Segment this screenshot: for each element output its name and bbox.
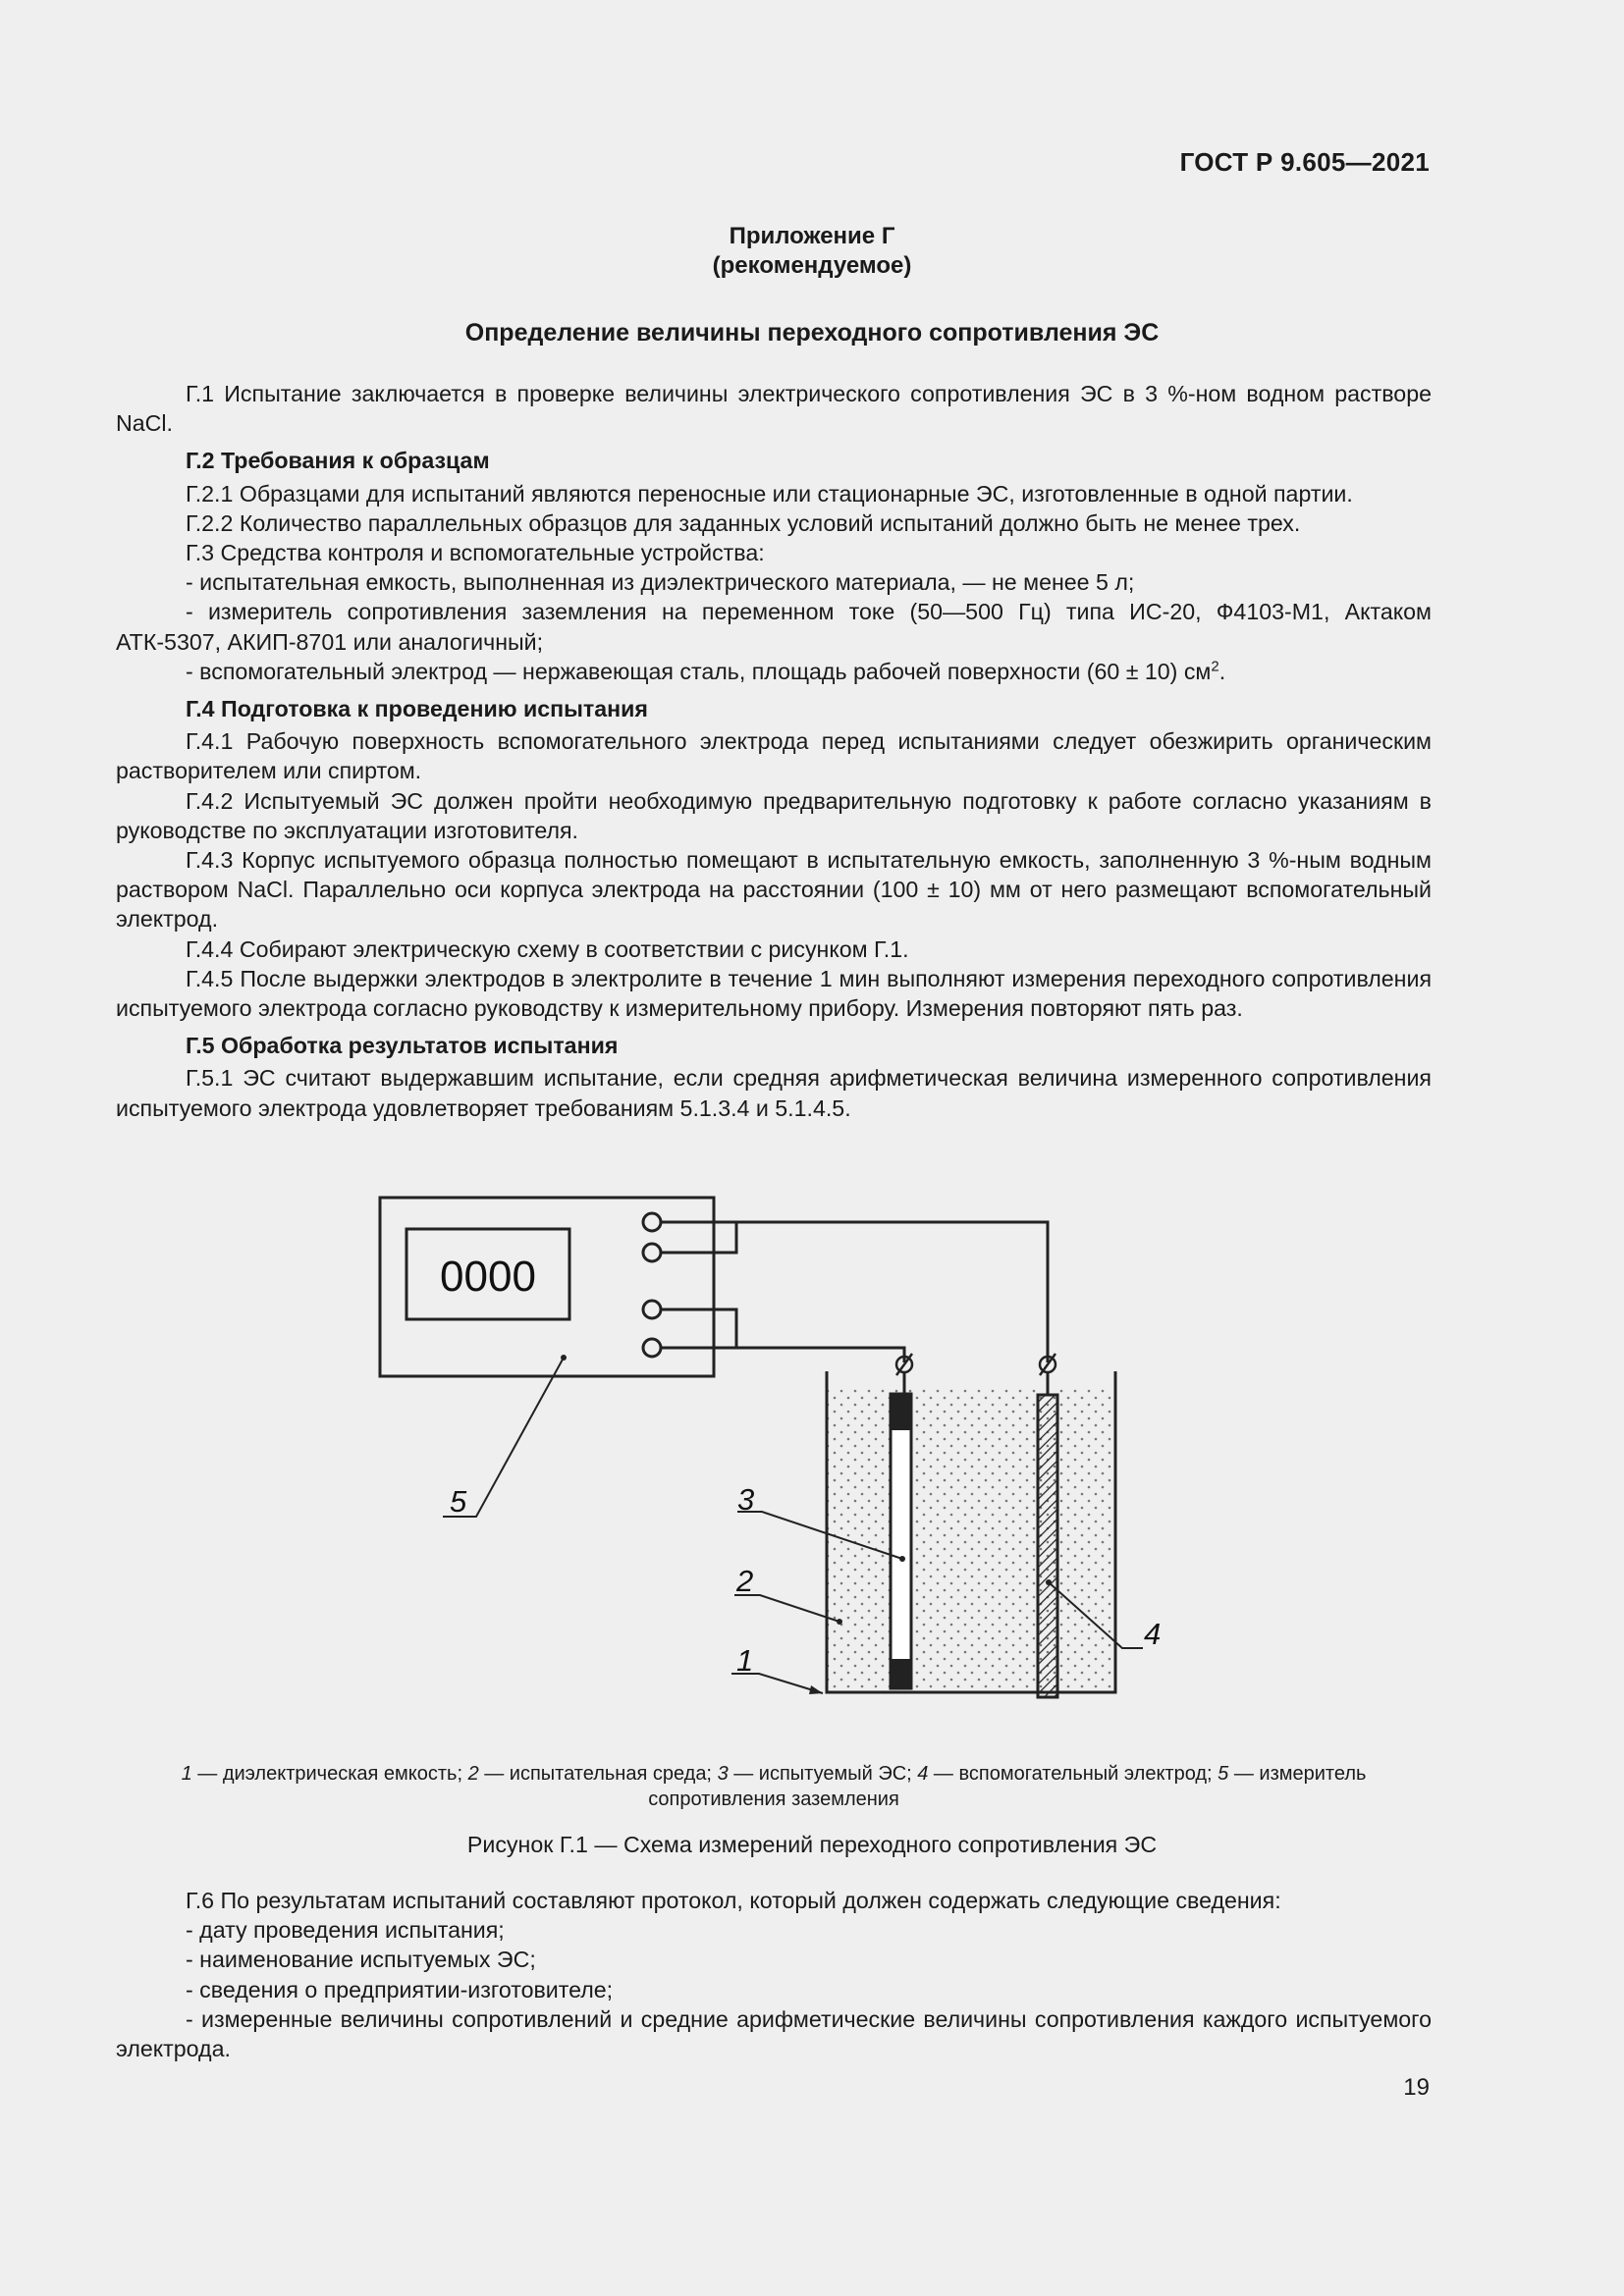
- paragraph-g4-1: Г.4.1 Рабочую поверхность вспомогательного электрода перед испытаниями следует обезжирить органическим растворителем или спиртом.: [116, 728, 1432, 784]
- legend-text-3: — испытуемый ЭС;: [728, 1763, 918, 1785]
- list-item-g6-b: - наименование испытуемых ЭС;: [186, 1947, 536, 1973]
- list-item-g3-a: - испытательная емкость, выполненная из диэлектрического материала, — не менее 5 л;: [186, 569, 1135, 596]
- superscript: 2: [1211, 658, 1219, 675]
- tested-electrode: [891, 1372, 911, 1688]
- callout-5: 5: [450, 1484, 467, 1519]
- standard-number: ГОСТ Р 9.605—2021: [1179, 147, 1430, 177]
- legend-num-4: 4: [917, 1763, 929, 1785]
- list-item-g3-b: - измеритель сопротивления заземления на переменном токе (50—500 Гц) типа ИС-20, Ф4103-М1, Актаком АТК-5307, АКИП-8701 или аналогичный;: [116, 599, 1432, 655]
- heading-g2: Г.2 Требования к образцам: [186, 448, 490, 474]
- legend-text-4: — вспомогательный электрод;: [928, 1763, 1218, 1785]
- paragraph-g4-2: Г.4.2 Испытуемый ЭС должен пройти необходимую предварительную подготовку к работе согласно указаниям в руководстве по эксплуатации изготовителя.: [116, 787, 1432, 843]
- list-item-g3-c-text: - вспомогательный электрод — нержавеющая сталь, площадь рабочей поверхности (60 ± 10) см: [186, 658, 1212, 684]
- legend-num-3: 3: [717, 1763, 729, 1785]
- dielectric-container: [827, 1371, 1115, 1692]
- figure-caption: Рисунок Г.1 — Схема измерений переходного сопротивления ЭС: [466, 1832, 1158, 1857]
- legend-text-2: — испытательная среда;: [478, 1763, 718, 1785]
- appendix-heading: Определение величины переходного сопротивления ЭС: [464, 319, 1160, 347]
- paragraph-g4-5: Г.4.5 После выдержки электродов в электролите в течение 1 мин выполняют измерения переходного сопротивления испытуемого электрода согласно руководству к измерительному прибору. Измерения повторяют пять раз.: [116, 965, 1432, 1022]
- callout-3: 3: [737, 1482, 755, 1517]
- paragraph-g2-2: Г.2.2 Количество параллельных образцов для заданных условий испытаний должно быть не менее трех.: [186, 509, 1301, 536]
- paragraph-g4-3: Г.4.3 Корпус испытуемого образца полностью помещают в испытательную емкость, заполненную 3 %-ным водным раствором NaCl. Параллельно оси корпуса электрода на расстоянии (100 ± 10) мм от него размещают вспомогательный электрод.: [116, 847, 1432, 933]
- paragraph-g6: Г.6 По результатам испытаний составляют протокол, который должен содержать следующие сведения:: [186, 1888, 1281, 1913]
- appendix-title: Приложение Г: [729, 223, 895, 249]
- list-item-g6-a: - дату проведения испытания;: [186, 1917, 505, 1944]
- connector-symbols: [896, 1354, 1056, 1375]
- measurement-diagram: [0, 1173, 1624, 1762]
- paragraph-g5-1: Г.5.1 ЭС считают выдержавшим испытание, если средняя арифметическая величина измеренного сопротивления испытуемого электрода удовлетворяет требованиям 5.1.3.4 и 5.1.4.5.: [116, 1065, 1432, 1121]
- legend-num-2: 2: [467, 1763, 479, 1785]
- list-item-g3-c: [116, 657, 1432, 686]
- page-number: 19: [1403, 2074, 1430, 2101]
- legend-num-5: 5: [1218, 1763, 1229, 1785]
- heading-g5: Г.5 Обработка результатов испытания: [186, 1033, 619, 1059]
- list-item-g6-c: - сведения о предприятии-изготовителе;: [186, 1976, 614, 2002]
- legend-text-1: — диэлектрическая емкость;: [191, 1763, 468, 1785]
- paragraph-g3: Г.3 Средства контроля и вспомогательные устройства:: [186, 540, 765, 566]
- callout-2: 2: [736, 1564, 754, 1598]
- list-item-g6-d: - измеренные величины сопротивлений и средние арифметические величины сопротивления каждого испытуемого электрода.: [116, 2005, 1432, 2062]
- callout-4: 4: [1144, 1617, 1162, 1651]
- paragraph-g4-4: Г.4.4 Собирают электрическую схему в соответствии с рисунком Г.1.: [186, 935, 909, 962]
- legend-text-5: — измеритель сопротивления заземления: [648, 1763, 1367, 1810]
- list-item-g3-c-end: .: [1218, 658, 1226, 684]
- appendix-title-block: [0, 222, 1624, 281]
- meter-display: 0000: [440, 1253, 536, 1301]
- legend-num-1: 1: [181, 1763, 192, 1785]
- paragraph-g1: Г.1 Испытание заключается в проверке величины электрического сопротивления ЭС в 3 %-ном водном растворе NaCl.: [116, 381, 1432, 437]
- heading-g4: Г.4 Подготовка к проведению испытания: [186, 696, 648, 722]
- callout-1: 1: [736, 1643, 754, 1678]
- body-text: [116, 379, 1432, 1123]
- protocol-section: [116, 1886, 1432, 2063]
- meter-device: [380, 1198, 714, 1376]
- wiring: [661, 1222, 1048, 1362]
- appendix-status: (рекомендуемое): [712, 252, 912, 279]
- figure-legend: [116, 1761, 1432, 1812]
- auxiliary-electrode: [1038, 1372, 1057, 1697]
- paragraph-g2-1: Г.2.1 Образцами для испытаний являются переносные или стационарные ЭС, изготовленные в одной партии.: [186, 480, 1353, 507]
